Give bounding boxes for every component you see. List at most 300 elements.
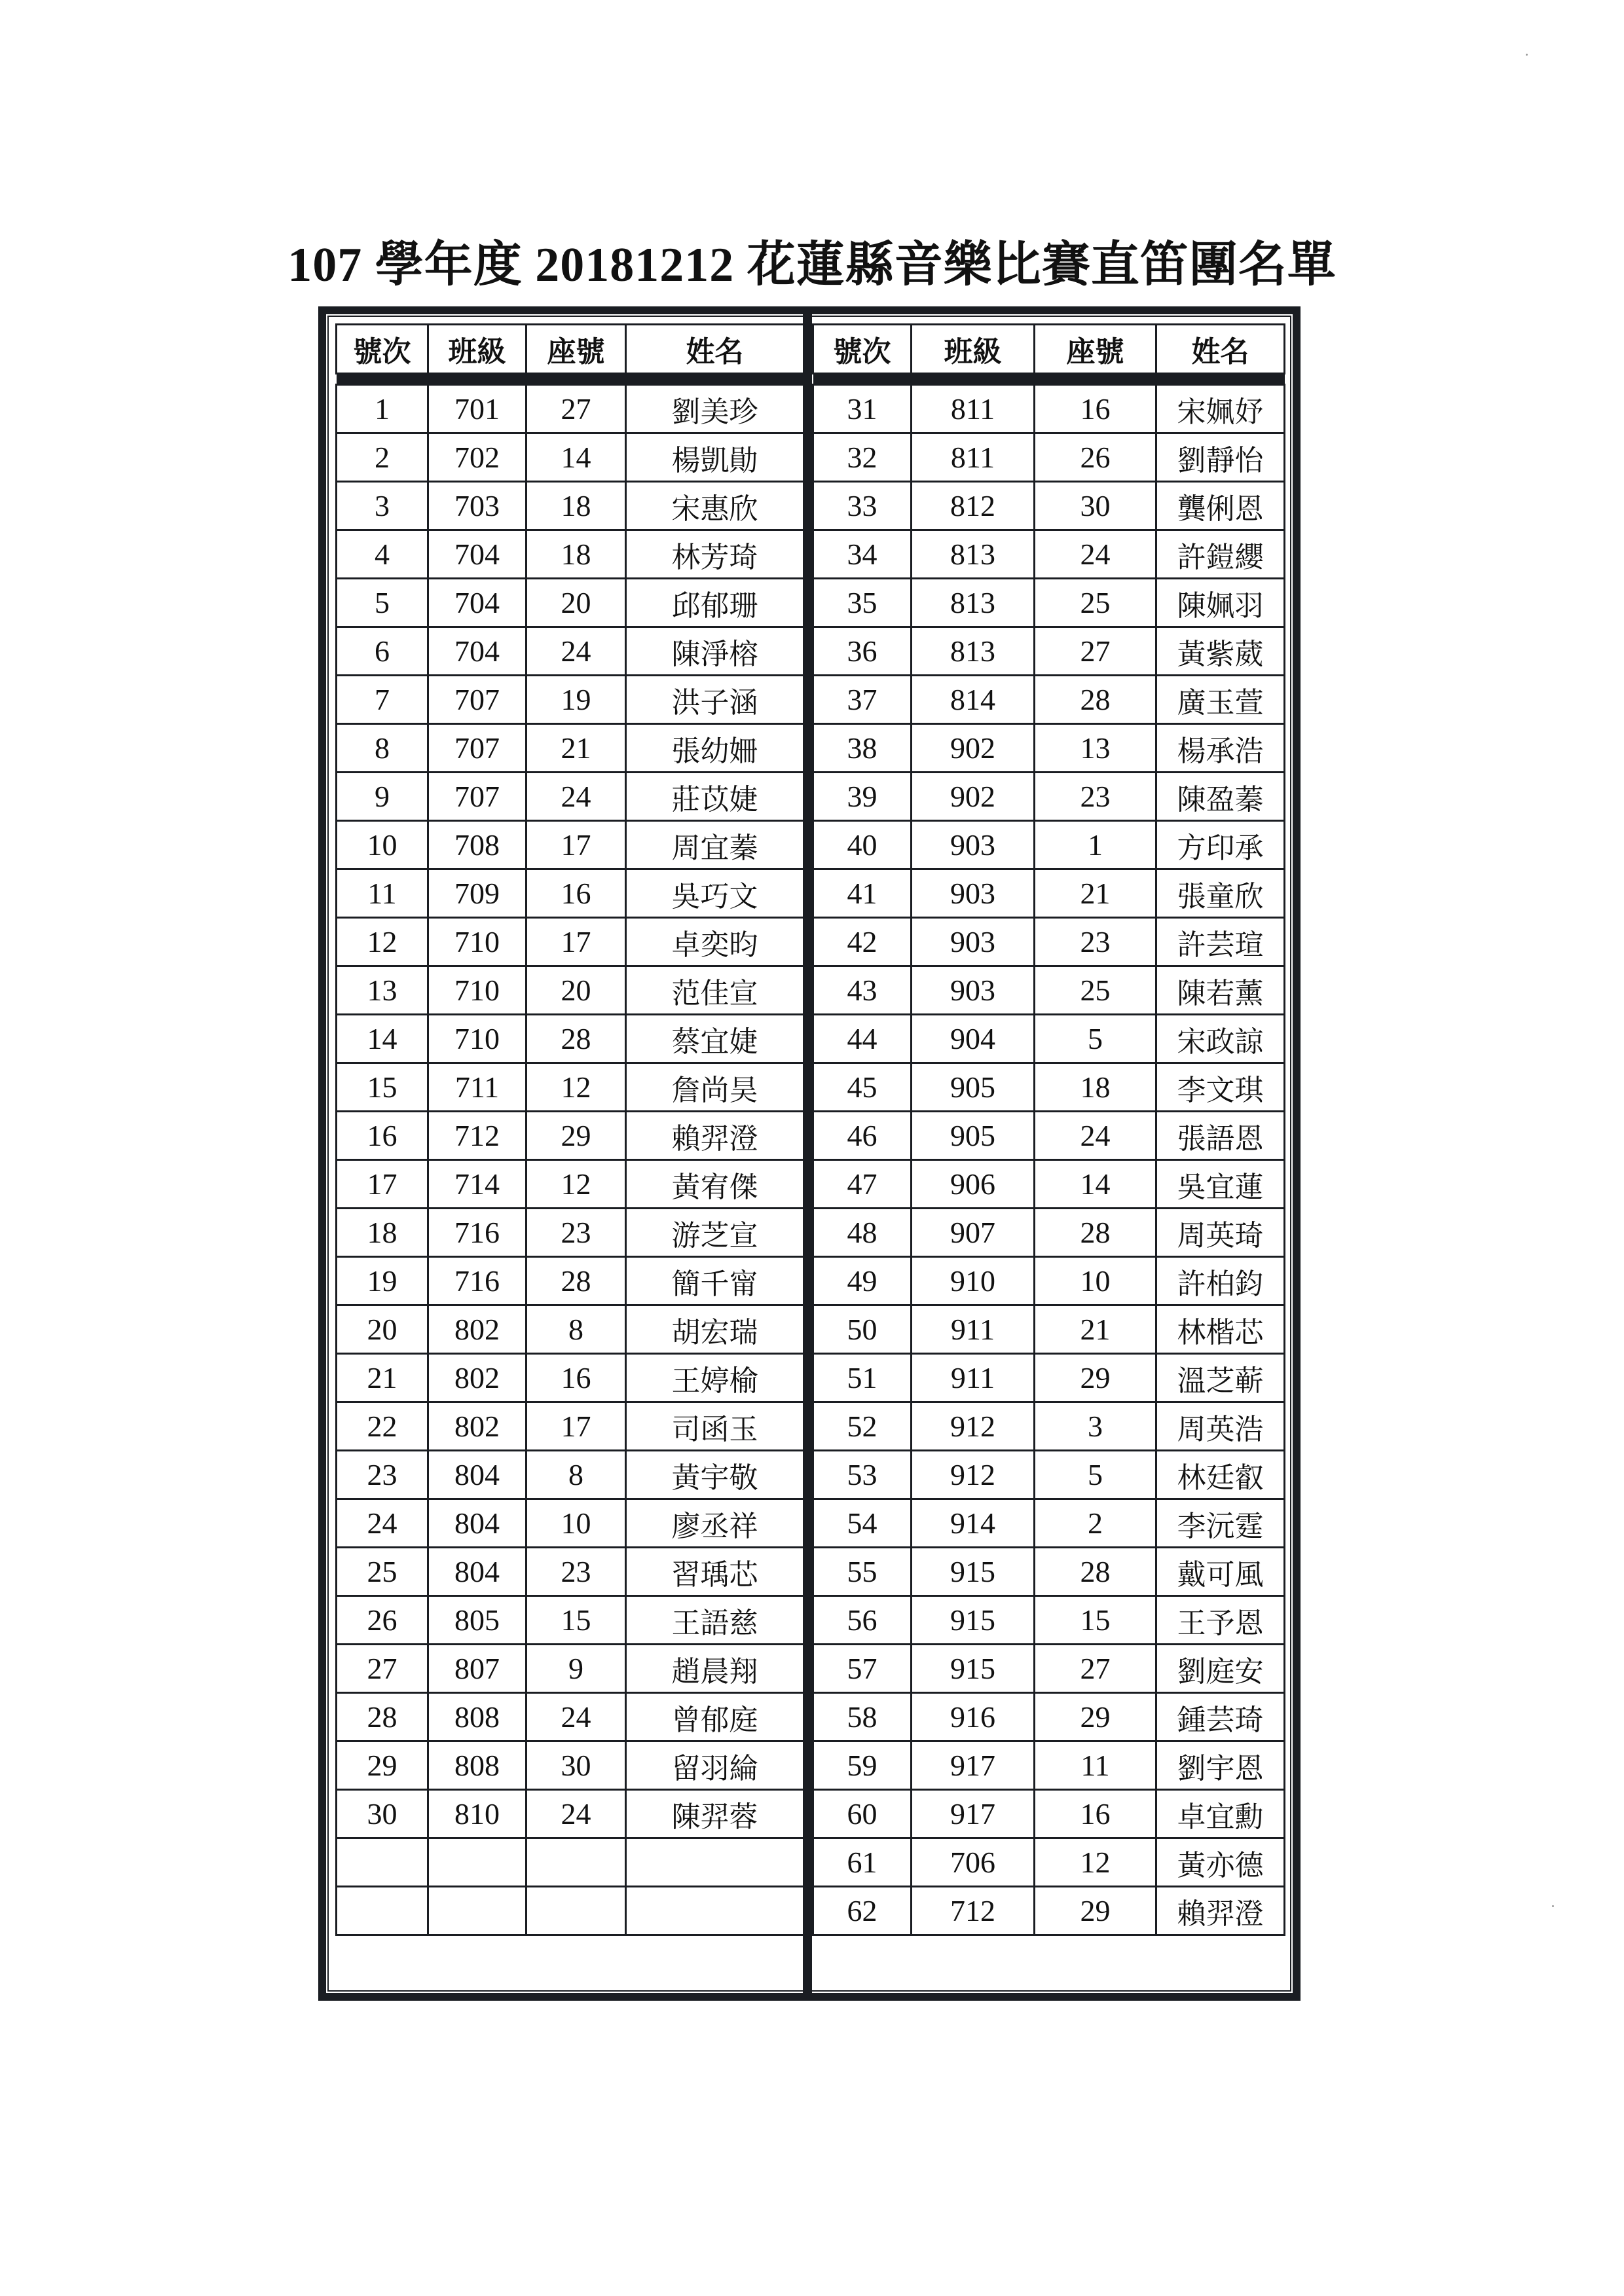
cell-seat: 25: [1035, 966, 1156, 1015]
cell-number: 10: [337, 821, 428, 869]
cell-number: [337, 1887, 428, 1935]
cell-name: 賴羿澄: [1156, 1887, 1285, 1935]
cell-seat: 17: [526, 918, 626, 966]
cell-seat: 18: [526, 482, 626, 530]
cell-name: 鍾芸琦: [1156, 1693, 1285, 1741]
table-row: [813, 1838, 1285, 1887]
cell-class: 814: [912, 676, 1035, 724]
cell-class: 714: [428, 1160, 526, 1209]
cell-name: 廖丞祥: [626, 1499, 804, 1548]
table-row: [337, 1887, 804, 1935]
cell-name: 陳姵羽: [1156, 579, 1285, 627]
cell-seat: 29: [1035, 1354, 1156, 1402]
cell-name: 王婷榆: [626, 1354, 804, 1402]
table-row: [813, 579, 1285, 627]
cell-name: 洪子涵: [626, 676, 804, 724]
cell-name: 林楷芯: [1156, 1305, 1285, 1354]
cell-number: 25: [337, 1548, 428, 1596]
cell-number: 62: [813, 1887, 912, 1935]
center-divider: [803, 314, 812, 1993]
cell-number: 47: [813, 1160, 912, 1209]
header-separator: [337, 374, 804, 385]
cell-class: 911: [912, 1354, 1035, 1402]
cell-seat: 17: [526, 821, 626, 869]
header-class: 班級: [428, 325, 526, 374]
cell-name: 方印承: [1156, 821, 1285, 869]
cell-number: 46: [813, 1112, 912, 1160]
cell-name: 楊凱勛: [626, 433, 804, 482]
cell-class: 905: [912, 1063, 1035, 1112]
table-row: [813, 1402, 1285, 1451]
cell-number: 30: [337, 1790, 428, 1838]
cell-seat: 5: [1035, 1015, 1156, 1063]
table-row: [337, 773, 804, 821]
table-row: [337, 579, 804, 627]
cell-class: 915: [912, 1645, 1035, 1693]
cell-number: 14: [337, 1015, 428, 1063]
cell-seat: 25: [1035, 579, 1156, 627]
cell-class: 708: [428, 821, 526, 869]
cell-number: 44: [813, 1015, 912, 1063]
table-row: [813, 1305, 1285, 1354]
left-table-body: [337, 385, 804, 1935]
roster-table-right-grid: [812, 323, 1285, 1936]
cell-class: 907: [912, 1209, 1035, 1257]
cell-seat: 19: [526, 676, 626, 724]
table-row: [813, 773, 1285, 821]
cell-class: 813: [912, 579, 1035, 627]
cell-seat: 13: [1035, 724, 1156, 773]
cell-name: 許鎧纓: [1156, 530, 1285, 579]
cell-seat: 29: [1035, 1693, 1156, 1741]
cell-name: 劉美珍: [626, 385, 804, 433]
cell-number: 34: [813, 530, 912, 579]
header-row: [337, 325, 804, 374]
cell-name: [626, 1887, 804, 1935]
cell-number: 43: [813, 966, 912, 1015]
cell-class: 710: [428, 918, 526, 966]
cell-class: 716: [428, 1257, 526, 1305]
cell-number: 19: [337, 1257, 428, 1305]
cell-seat: 30: [1035, 482, 1156, 530]
cell-class: 802: [428, 1354, 526, 1402]
header-seat: 座號: [1035, 325, 1156, 374]
cell-number: 12: [337, 918, 428, 966]
cell-name: 李沅霆: [1156, 1499, 1285, 1548]
cell-number: 41: [813, 869, 912, 918]
scan-speck: [1552, 1905, 1554, 1907]
cell-class: 802: [428, 1305, 526, 1354]
cell-number: 8: [337, 724, 428, 773]
table-row: [813, 966, 1285, 1015]
cell-class: 712: [912, 1887, 1035, 1935]
cell-number: 22: [337, 1402, 428, 1451]
cell-seat: 2: [1035, 1499, 1156, 1548]
table-row: [337, 1257, 804, 1305]
cell-name: 林芳琦: [626, 530, 804, 579]
table-row: [813, 869, 1285, 918]
cell-number: 54: [813, 1499, 912, 1548]
cell-class: 804: [428, 1548, 526, 1596]
cell-seat: 8: [526, 1451, 626, 1499]
table-row: [337, 1354, 804, 1402]
cell-seat: 28: [526, 1015, 626, 1063]
cell-name: 楊承浩: [1156, 724, 1285, 773]
table-row: [337, 1499, 804, 1548]
cell-name: 劉庭安: [1156, 1645, 1285, 1693]
cell-class: [428, 1887, 526, 1935]
cell-class: 702: [428, 433, 526, 482]
table-row: [813, 918, 1285, 966]
cell-name: 曾郁庭: [626, 1693, 804, 1741]
roster-table-frame: [318, 306, 1301, 2001]
cell-seat: 18: [1035, 1063, 1156, 1112]
cell-seat: 30: [526, 1741, 626, 1790]
cell-class: 903: [912, 869, 1035, 918]
cell-class: 905: [912, 1112, 1035, 1160]
cell-name: 游芝宣: [626, 1209, 804, 1257]
cell-seat: 12: [526, 1160, 626, 1209]
cell-number: 49: [813, 1257, 912, 1305]
cell-number: 45: [813, 1063, 912, 1112]
table-row: [813, 1548, 1285, 1596]
cell-name: 吳宜蓮: [1156, 1160, 1285, 1209]
cell-number: 9: [337, 773, 428, 821]
cell-class: 811: [912, 433, 1035, 482]
cell-class: 707: [428, 676, 526, 724]
cell-name: 吳巧文: [626, 869, 804, 918]
table-row: [813, 433, 1285, 482]
header-separator: [813, 374, 1285, 385]
header-name: 姓名: [1156, 325, 1285, 374]
cell-seat: 20: [526, 966, 626, 1015]
cell-name: 蔡宜婕: [626, 1015, 804, 1063]
cell-class: 917: [912, 1741, 1035, 1790]
cell-number: 13: [337, 966, 428, 1015]
cell-class: 802: [428, 1402, 526, 1451]
cell-number: 24: [337, 1499, 428, 1548]
cell-number: 50: [813, 1305, 912, 1354]
cell-class: 807: [428, 1645, 526, 1693]
table-row: [813, 1354, 1285, 1402]
table-row: [337, 869, 804, 918]
cell-number: 2: [337, 433, 428, 482]
table-row: [337, 724, 804, 773]
cell-seat: 5: [1035, 1451, 1156, 1499]
cell-seat: 16: [1035, 1790, 1156, 1838]
roster-table-left: [335, 323, 803, 1936]
cell-number: [337, 1838, 428, 1887]
table-row: [813, 627, 1285, 676]
cell-class: 916: [912, 1693, 1035, 1741]
cell-name: 簡千甯: [626, 1257, 804, 1305]
cell-name: 戴可風: [1156, 1548, 1285, 1596]
cell-seat: 29: [526, 1112, 626, 1160]
cell-number: 36: [813, 627, 912, 676]
cell-class: 716: [428, 1209, 526, 1257]
cell-number: 35: [813, 579, 912, 627]
cell-name: 陳若薰: [1156, 966, 1285, 1015]
cell-seat: 24: [526, 1693, 626, 1741]
cell-name: 賴羿澄: [626, 1112, 804, 1160]
cell-number: 59: [813, 1741, 912, 1790]
table-row: [337, 966, 804, 1015]
cell-class: 710: [428, 966, 526, 1015]
cell-name: 司函玉: [626, 1402, 804, 1451]
cell-name: 王語慈: [626, 1596, 804, 1645]
cell-name: 范佳宣: [626, 966, 804, 1015]
table-row: [813, 1015, 1285, 1063]
cell-name: 王予恩: [1156, 1596, 1285, 1645]
table-row: [337, 676, 804, 724]
cell-number: 1: [337, 385, 428, 433]
cell-name: 龔俐恩: [1156, 482, 1285, 530]
table-row: [813, 482, 1285, 530]
cell-number: 6: [337, 627, 428, 676]
table-row: [337, 530, 804, 579]
cell-name: 陳淨榕: [626, 627, 804, 676]
cell-class: [428, 1838, 526, 1887]
cell-class: 813: [912, 530, 1035, 579]
cell-seat: 24: [526, 773, 626, 821]
cell-name: 習瑀芯: [626, 1548, 804, 1596]
header-name: 姓名: [626, 325, 804, 374]
cell-name: 陳盈蓁: [1156, 773, 1285, 821]
cell-name: [626, 1838, 804, 1887]
table-row: [337, 385, 804, 433]
cell-class: 917: [912, 1790, 1035, 1838]
cell-name: 廣玉萱: [1156, 676, 1285, 724]
table-row: [337, 1645, 804, 1693]
cell-name: 周英浩: [1156, 1402, 1285, 1451]
cell-number: 11: [337, 869, 428, 918]
cell-seat: 28: [1035, 676, 1156, 724]
cell-name: 劉宇恩: [1156, 1741, 1285, 1790]
cell-number: 4: [337, 530, 428, 579]
cell-class: 903: [912, 966, 1035, 1015]
table-row: [337, 1596, 804, 1645]
table-row: [813, 1499, 1285, 1548]
table-row: [813, 1257, 1285, 1305]
cell-name: 卓奕昀: [626, 918, 804, 966]
table-row: [337, 1305, 804, 1354]
header-seat: 座號: [526, 325, 626, 374]
cell-class: 810: [428, 1790, 526, 1838]
table-row: [813, 821, 1285, 869]
cell-class: 703: [428, 482, 526, 530]
cell-seat: 26: [1035, 433, 1156, 482]
cell-class: 710: [428, 1015, 526, 1063]
cell-seat: 23: [526, 1548, 626, 1596]
table-row: [813, 530, 1285, 579]
cell-class: 709: [428, 869, 526, 918]
table-row: [337, 1063, 804, 1112]
cell-seat: [526, 1838, 626, 1887]
cell-class: 904: [912, 1015, 1035, 1063]
cell-seat: 24: [526, 627, 626, 676]
cell-seat: 23: [1035, 773, 1156, 821]
cell-number: 48: [813, 1209, 912, 1257]
cell-seat: 8: [526, 1305, 626, 1354]
table-row: [337, 1402, 804, 1451]
cell-class: 707: [428, 773, 526, 821]
table-row: [813, 1741, 1285, 1790]
cell-seat: 27: [526, 385, 626, 433]
cell-seat: [526, 1887, 626, 1935]
table-row: [337, 1548, 804, 1596]
cell-class: 704: [428, 579, 526, 627]
cell-seat: 10: [1035, 1257, 1156, 1305]
cell-class: 910: [912, 1257, 1035, 1305]
cell-number: 37: [813, 676, 912, 724]
cell-name: 溫芝蕲: [1156, 1354, 1285, 1402]
cell-number: 20: [337, 1305, 428, 1354]
header-number: 號次: [337, 325, 428, 374]
cell-class: 701: [428, 385, 526, 433]
cell-number: 42: [813, 918, 912, 966]
table-row: [813, 676, 1285, 724]
cell-class: 906: [912, 1160, 1035, 1209]
cell-class: 912: [912, 1402, 1035, 1451]
roster-table-right: [812, 323, 1283, 1936]
table-row: [337, 1790, 804, 1838]
cell-number: 3: [337, 482, 428, 530]
cell-seat: 11: [1035, 1741, 1156, 1790]
cell-class: 707: [428, 724, 526, 773]
cell-seat: 12: [1035, 1838, 1156, 1887]
cell-name: 許芸瑄: [1156, 918, 1285, 966]
table-row: [337, 1112, 804, 1160]
cell-number: 28: [337, 1693, 428, 1741]
cell-class: 704: [428, 627, 526, 676]
cell-class: 915: [912, 1596, 1035, 1645]
cell-number: 55: [813, 1548, 912, 1596]
table-row: [337, 627, 804, 676]
cell-name: 胡宏瑞: [626, 1305, 804, 1354]
table-row: [813, 385, 1285, 433]
cell-number: 61: [813, 1838, 912, 1887]
cell-seat: 20: [526, 579, 626, 627]
cell-name: 劉靜怡: [1156, 433, 1285, 482]
cell-seat: 17: [526, 1402, 626, 1451]
cell-seat: 24: [526, 1790, 626, 1838]
cell-name: 周英琦: [1156, 1209, 1285, 1257]
cell-number: 51: [813, 1354, 912, 1402]
cell-number: 57: [813, 1645, 912, 1693]
table-row: [813, 1112, 1285, 1160]
cell-class: 706: [912, 1838, 1035, 1887]
cell-class: 914: [912, 1499, 1035, 1548]
cell-name: 卓宜勳: [1156, 1790, 1285, 1838]
cell-number: 32: [813, 433, 912, 482]
cell-class: 805: [428, 1596, 526, 1645]
table-row: [337, 1693, 804, 1741]
cell-number: 18: [337, 1209, 428, 1257]
cell-seat: 28: [1035, 1209, 1156, 1257]
cell-seat: 3: [1035, 1402, 1156, 1451]
cell-name: 黃宇敬: [626, 1451, 804, 1499]
cell-class: 915: [912, 1548, 1035, 1596]
cell-name: 張語恩: [1156, 1112, 1285, 1160]
table-row: [813, 1790, 1285, 1838]
cell-name: 張幼姍: [626, 724, 804, 773]
cell-seat: 15: [1035, 1596, 1156, 1645]
table-row: [337, 1209, 804, 1257]
cell-seat: 29: [1035, 1887, 1156, 1935]
table-row: [337, 1741, 804, 1790]
roster-table-left-grid: [335, 323, 805, 1936]
cell-class: 911: [912, 1305, 1035, 1354]
cell-number: 17: [337, 1160, 428, 1209]
cell-class: 811: [912, 385, 1035, 433]
table-row: [337, 1160, 804, 1209]
cell-name: 邱郁珊: [626, 579, 804, 627]
cell-seat: 16: [526, 1354, 626, 1402]
header-number: 號次: [813, 325, 912, 374]
cell-number: 38: [813, 724, 912, 773]
cell-class: 813: [912, 627, 1035, 676]
cell-seat: 15: [526, 1596, 626, 1645]
cell-number: 16: [337, 1112, 428, 1160]
cell-seat: 16: [1035, 385, 1156, 433]
table-row: [813, 1063, 1285, 1112]
table-row: [337, 433, 804, 482]
cell-seat: 21: [1035, 869, 1156, 918]
cell-seat: 27: [1035, 1645, 1156, 1693]
cell-name: 宋政諒: [1156, 1015, 1285, 1063]
cell-seat: 18: [526, 530, 626, 579]
cell-class: 808: [428, 1693, 526, 1741]
cell-seat: 14: [526, 433, 626, 482]
cell-name: 趙晨翔: [626, 1645, 804, 1693]
cell-name: 陳羿蓉: [626, 1790, 804, 1838]
table-row: [337, 1451, 804, 1499]
cell-number: 5: [337, 579, 428, 627]
cell-class: 903: [912, 821, 1035, 869]
cell-seat: 14: [1035, 1160, 1156, 1209]
table-row: [813, 1160, 1285, 1209]
cell-seat: 1: [1035, 821, 1156, 869]
table-row: [337, 1838, 804, 1887]
cell-class: 804: [428, 1499, 526, 1548]
cell-number: 21: [337, 1354, 428, 1402]
table-row: [337, 918, 804, 966]
cell-number: 56: [813, 1596, 912, 1645]
cell-class: 711: [428, 1063, 526, 1112]
table-row: [813, 1645, 1285, 1693]
table-row: [813, 1209, 1285, 1257]
cell-seat: 28: [1035, 1548, 1156, 1596]
table-row: [813, 1596, 1285, 1645]
cell-seat: 16: [526, 869, 626, 918]
cell-number: 52: [813, 1402, 912, 1451]
cell-name: 李文琪: [1156, 1063, 1285, 1112]
cell-class: 704: [428, 530, 526, 579]
cell-class: 812: [912, 482, 1035, 530]
cell-name: 黃宥傑: [626, 1160, 804, 1209]
header-class: 班級: [912, 325, 1035, 374]
cell-name: 林廷叡: [1156, 1451, 1285, 1499]
cell-class: 804: [428, 1451, 526, 1499]
cell-seat: 12: [526, 1063, 626, 1112]
cell-seat: 28: [526, 1257, 626, 1305]
cell-name: 留羽綸: [626, 1741, 804, 1790]
cell-seat: 21: [1035, 1305, 1156, 1354]
cell-number: 58: [813, 1693, 912, 1741]
scan-speck: [1526, 54, 1528, 56]
table-row: [337, 821, 804, 869]
cell-name: 莊苡婕: [626, 773, 804, 821]
